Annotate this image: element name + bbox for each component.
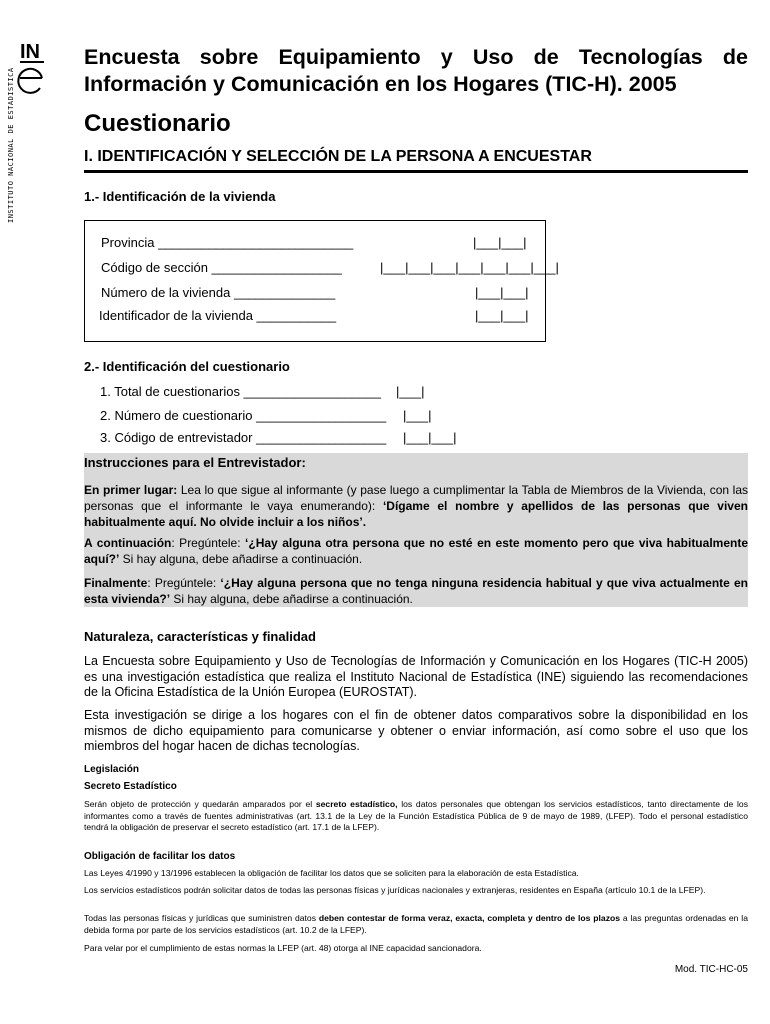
vivienda-box xyxy=(84,220,559,342)
identificador-vivienda-field[interactable]: |___|___| xyxy=(475,308,529,323)
secreto-paragraph xyxy=(84,799,748,834)
numero-vivienda-label: Número de la vivienda ______________ xyxy=(101,285,336,300)
obligacion-3-post: a las preguntas ordenadas en la debida forma por parte de los servicios estadísticos (art. 10.2 de la LFEP). xyxy=(84,913,748,935)
numero-cuestionario-label: 2. Número de cuestionario __________________ xyxy=(100,408,387,423)
instruction-third-quote: ‘¿Hay alguna persona que no tenga ninguna residencia habitual y que viva actualmente en esta vivienda?’ xyxy=(84,576,748,606)
instruction-third xyxy=(84,575,748,607)
obligacion-paragraph-4: Para velar por el cumplimiento de estas normas la LFEP (art. 48) otorga al INE capacidad sancionadora. xyxy=(84,943,482,953)
instruction-second-quote: ‘¿Hay alguna otra persona que no esté en este momento pero que viva habitualmente aquí?’ xyxy=(84,536,748,566)
section-heading: I. IDENTIFICACIÓN Y SELECCIÓN DE LA PERSONA A ENCUESTAR xyxy=(84,148,748,173)
instruction-first-lead: En primer lugar: xyxy=(84,483,178,497)
instruction-third-tail: Si hay alguna, debe añadirse a continuación. xyxy=(170,592,413,606)
numero-cuestionario-field[interactable]: |___| xyxy=(403,408,432,423)
secreto-text-post: los datos personales que obtengan los servicios estadísticos, tanto directamente de los informantes como a través de fuentes administrativas (art. 13.1 de la Ley de la Función Estadística Pública de 9 de mayo de 1989, (LFEP). Todo el personal estadístico tendrá la obligación de preservar el secreto estadístico (art. 17.1 de la LFEP). xyxy=(84,799,748,832)
secreto-title: Secreto Estadístico xyxy=(84,781,177,792)
codigo-seccion-field[interactable]: |___|___|___|___|___|___|___| xyxy=(380,260,559,275)
obligacion-paragraph-3 xyxy=(84,913,748,936)
obligacion-paragraph-2: Los servicios estadísticos podrán solicitar datos de todas las personas físicas y jurídicas nacionales y extranjeras, residentes en España (artículo 10.1 de la LFEP). xyxy=(84,885,706,895)
total-cuestionarios-label: 1. Total de cuestionarios ___________________ xyxy=(100,384,381,399)
obligacion-paragraph-1: Las Leyes 4/1990 y 13/1996 establecen la obligación de facilitar los datos que se soliciten para la elaboración de esta Estadística. xyxy=(84,868,579,878)
naturaleza-paragraph-2: Esta investigación se dirige a los hogares con el fin de obtener datos comparativos sobre la disponibilidad en los mismos de dicho equipamiento para comunicarse y obtener o enviar información, así como sobre el uso que los miembros del hogar hacen de dichas tecnologías. xyxy=(84,708,748,753)
obligacion-3-pre: Todas las personas físicas y jurídicas que suministren datos xyxy=(84,913,319,923)
survey-title: Encuesta sobre Equipamiento y Uso de Tecnologías de Información y Comunicación en los Hogares (TIC-H). 2005 xyxy=(84,45,748,96)
model-code: Mod. TIC-HC-05 xyxy=(674,964,748,975)
svg-text:IN: IN xyxy=(20,41,40,63)
instruction-second-text: : Pregúntele: xyxy=(171,536,246,550)
instruction-third-text: : Pregúntele: xyxy=(147,576,221,590)
total-cuestionarios-field[interactable]: |___| xyxy=(396,384,425,399)
instruction-third-lead: Finalmente xyxy=(84,576,148,590)
provincia-field[interactable]: |___|___| xyxy=(473,235,527,250)
provincia-label: Provincia ___________________________ xyxy=(101,235,354,250)
instruction-first-text: Lea lo que sigue al informante (y pase luego a cumplimentar la Tabla de Miembros de la Vivienda, con las personas que el informante le vaya enumerando): xyxy=(84,483,749,513)
codigo-seccion-label: Código de sección __________________ xyxy=(101,260,342,275)
instruction-second-lead: A continuación xyxy=(84,536,172,550)
institute-vertical-text: INSTITUTO NACIONAL DE ESTADISTICA xyxy=(7,67,15,223)
vivienda-heading: 1.- Identificación de la vivienda xyxy=(84,189,276,204)
instruction-first-quote: ‘Dígame el nombre y apellidos de las personas que viven habitualmente aquí. No olvide incluir a los niños’. xyxy=(84,499,748,529)
naturaleza-title: Naturaleza, características y finalidad xyxy=(84,629,316,644)
obligacion-title: Obligación de facilitar los datos xyxy=(84,851,236,862)
codigo-entrevistador-field[interactable]: |___|___| xyxy=(403,430,457,445)
obligacion-3-bold: deben contestar de forma veraz, exacta, completa y dentro de los plazos xyxy=(318,913,621,923)
secreto-text-bold: secreto estadístico, xyxy=(315,799,398,809)
instructions-title: Instrucciones para el Entrevistador: xyxy=(84,455,306,470)
codigo-entrevistador-label: 3. Código de entrevistador __________________ xyxy=(100,430,387,445)
instruction-second-tail: Si hay alguna, debe añadirse a continuación. xyxy=(119,552,363,566)
secreto-text-pre: Serán objeto de protección y quedarán amparados por el xyxy=(84,799,316,809)
instruction-second xyxy=(84,535,748,567)
page-subtitle: Cuestionario xyxy=(84,110,231,137)
identificador-vivienda-label: Identificador de la vivienda ___________ xyxy=(99,308,337,323)
numero-vivienda-field[interactable]: |___|___| xyxy=(475,285,529,300)
naturaleza-paragraph-1: La Encuesta sobre Equipamiento y Uso de Tecnologías de Información y Comunicación en los Hogares (TIC-H 2005) es una investigación estadística que realiza el Instituto Nacional de Estadística (INE) siguiendo las recomendaciones de la Oficina Estadística de la Unión Europea (EUROSTAT). xyxy=(84,654,748,699)
legislacion-title: Legislación xyxy=(84,764,140,775)
instruction-first xyxy=(84,482,748,530)
cuestionario-heading: 2.- Identificación del cuestionario xyxy=(84,359,290,374)
